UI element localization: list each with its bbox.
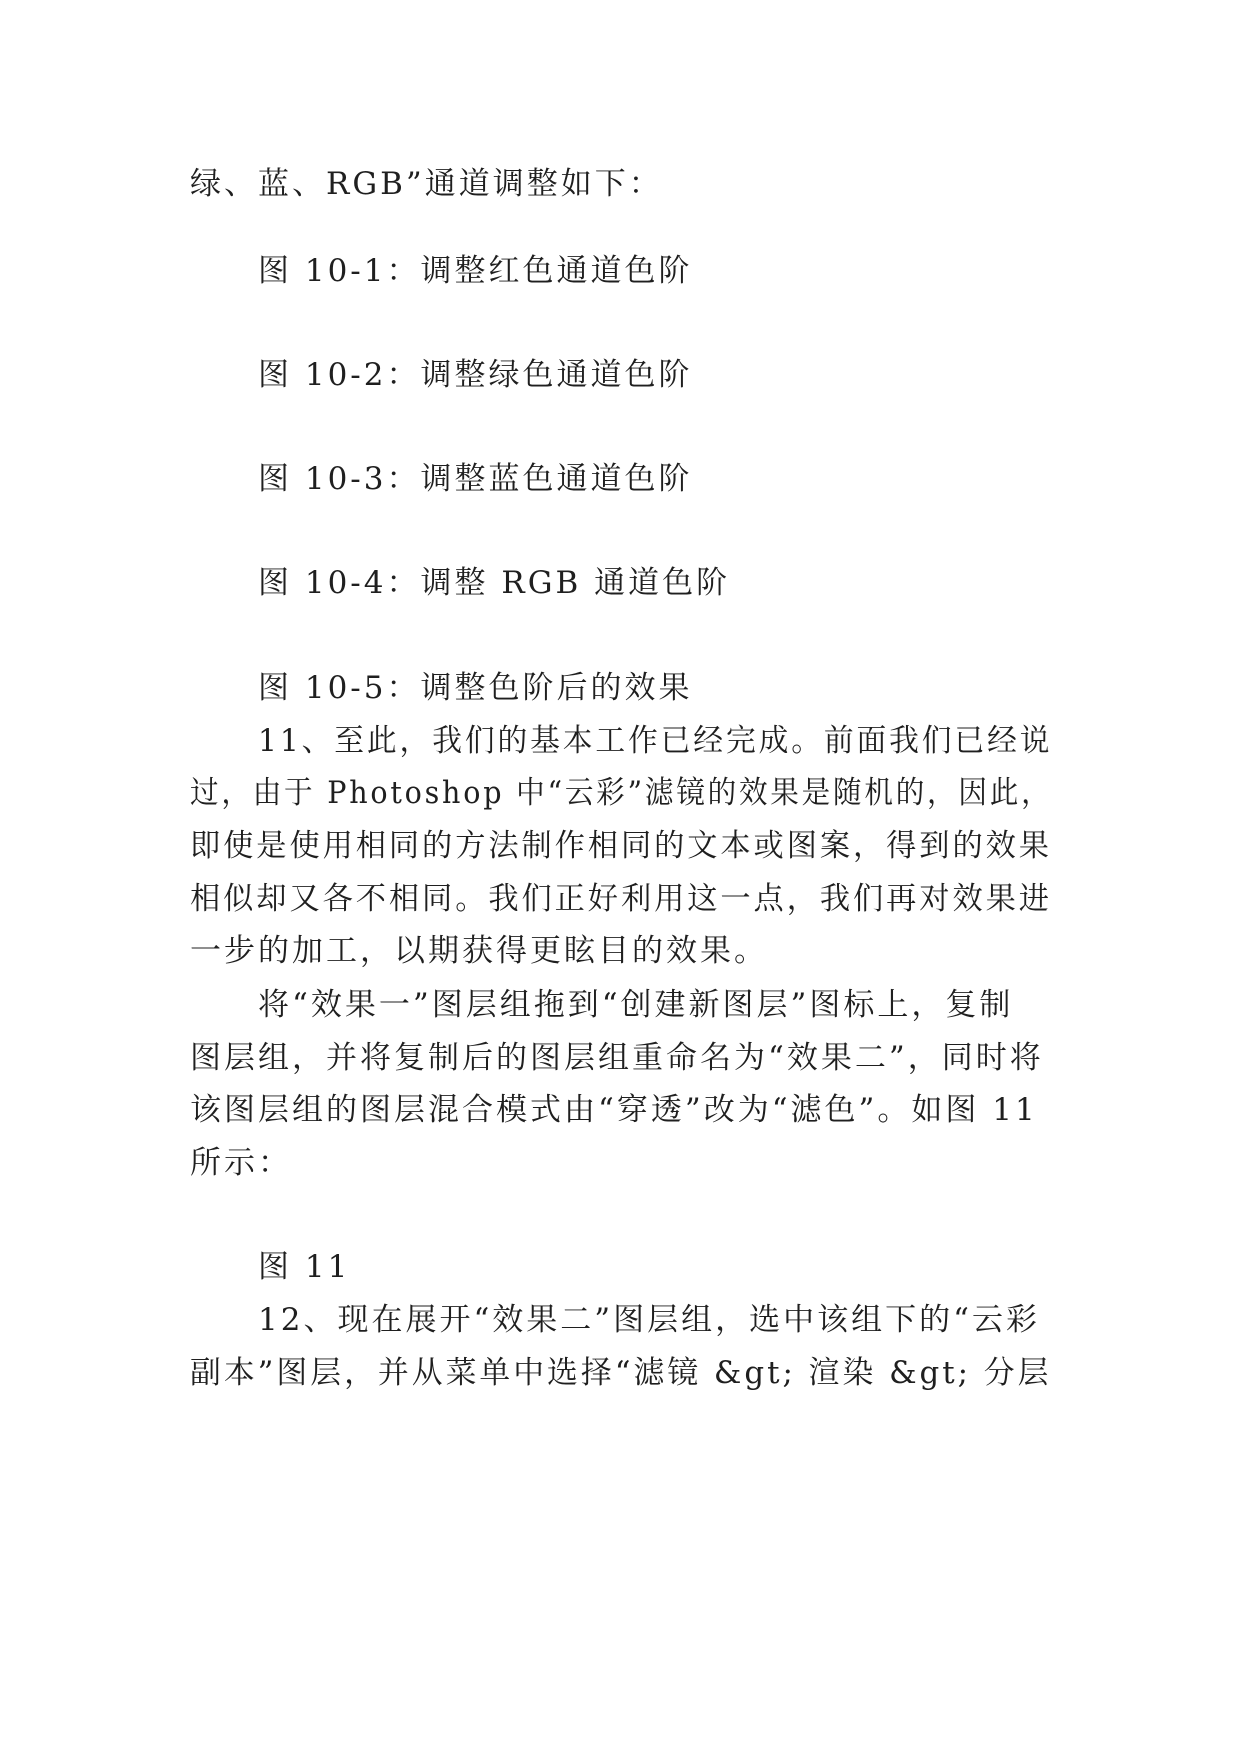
effect2-line-2: 图层组，并将复制后的图层组重命名为“效果二”，同时将 (190, 1040, 1044, 1076)
effect2-line-4: 所示： (190, 1145, 292, 1181)
step11-line-2: 过，由于 Photoshop 中“云彩”滤镜的效果是随机的，因此， (190, 775, 1053, 811)
step12-line-1: 12、现在展开“效果二”图层组，选中该组下的“云彩 (258, 1302, 1040, 1338)
figure-caption-10-1: 图 10-1：调整红色通道色阶 (258, 253, 693, 289)
figure-caption-10-5: 图 10-5：调整色阶后的效果 (258, 670, 693, 706)
step12-line-2: 副本”图层，并从菜单中选择“滤镜 &gt; 渲染 &gt; 分层 (190, 1355, 1052, 1391)
effect2-line-1: 将“效果一”图层组拖到“创建新图层”图标上，复制 (258, 987, 1014, 1023)
step11-line-4: 相似却又各不相同。我们正好利用这一点，我们再对效果进 (190, 881, 1052, 917)
figure-caption-10-4: 图 10-4：调整 RGB 通道色阶 (258, 565, 731, 601)
figure-caption-10-3: 图 10-3：调整蓝色通道色阶 (258, 461, 693, 497)
figure-caption-11: 图 11 (258, 1249, 351, 1285)
figure-caption-10-2: 图 10-2：调整绿色通道色阶 (258, 357, 693, 393)
step11-line-3: 即使是使用相同的方法制作相同的文本或图案，得到的效果 (190, 828, 1052, 864)
effect2-line-3: 该图层组的图层混合模式由“穿透”改为“滤色”。如图 11 (190, 1092, 1038, 1128)
step11-line-5: 一步的加工，以期获得更眩目的效果。 (190, 933, 768, 969)
step11-line-1: 11、至此，我们的基本工作已经完成。前面我们已经说 (258, 723, 1053, 759)
intro-line: 绿、蓝、RGB”通道调整如下： (190, 166, 663, 202)
